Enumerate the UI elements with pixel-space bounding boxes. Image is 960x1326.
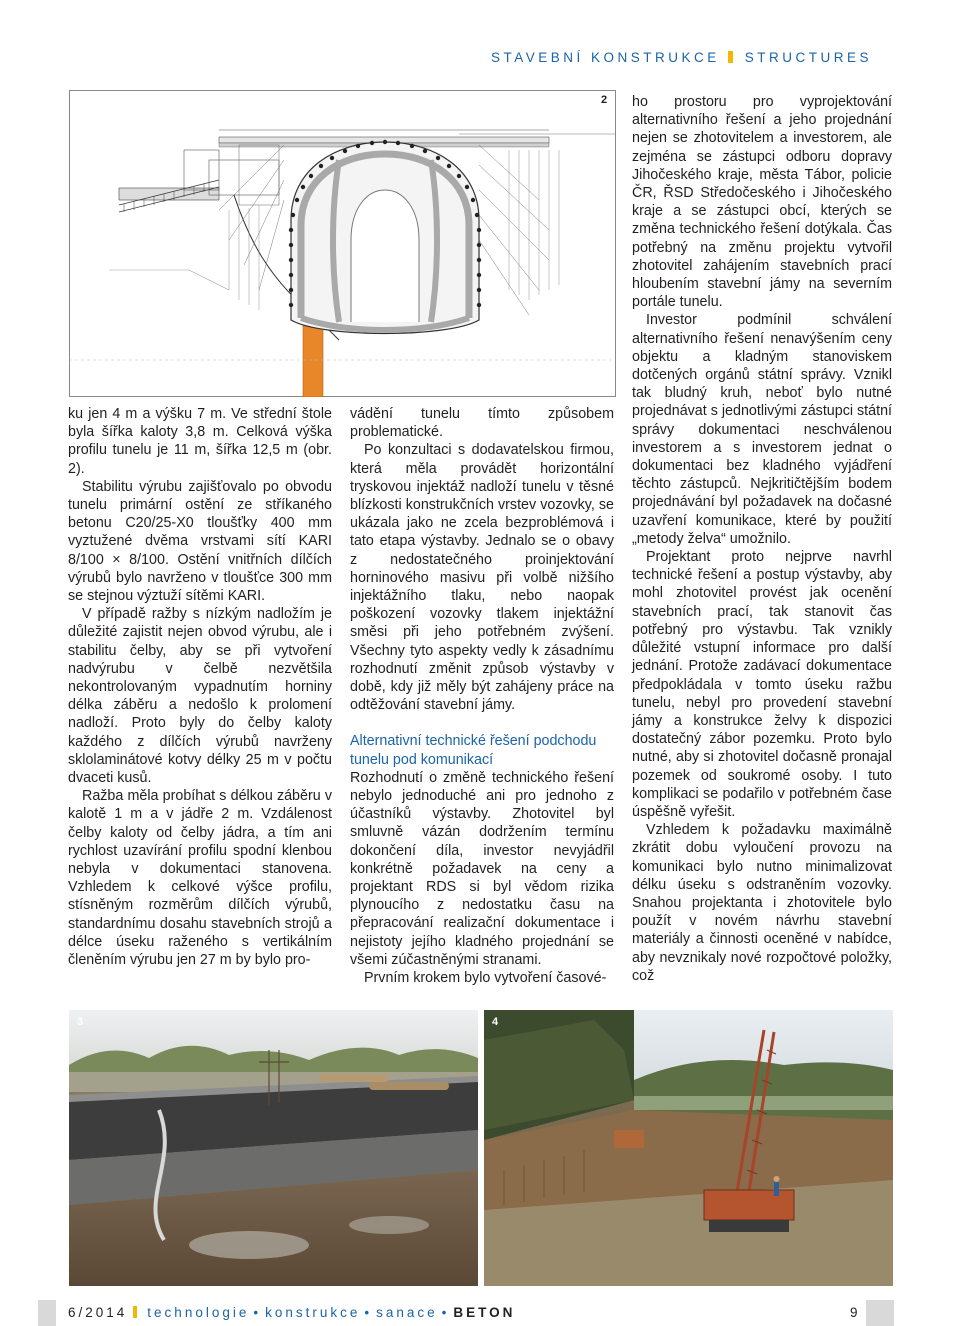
paragraph: Rozhodnutí o změně technického řešení nebylo jednoduché ani pro jednoho z účastníků výstavby. Zhotovitel byl smluvně vázán dodržením termínu dokončení díla, investor nevyjádřil konkrétně požadavek na ceny a projektant RDS si byl vědom rizika plynoucího z nedostatku času na přepracování realizační dokumentace i nejistoty jejího kladného projednání se všemi zúčastněnými stranami. (350, 769, 614, 968)
running-header (491, 50, 872, 65)
tunnel-cross-section-svg (69, 90, 616, 397)
paragraph: vádění tunelu tímto způsobem problematické. (350, 406, 614, 441)
header-right: STRUCTURES (744, 50, 872, 65)
section-heading: Alternativní technické řešení podchodu tunelu pod komunikací (350, 733, 597, 768)
paragraph: Po konzultaci s dodavatelskou firmou, která měla provádět horizontální tryskovou injektáž nadloží tunelu v těsné blízkosti konstrukčních vrstev vozovky, se ukázala jako ne zcela bezproblémová i tato etapa výstavby. Jednalo se o obavy z nedostatečného proinjektování horninového masivu při volbě nižšího injektážního tlaku, nebo naopak poškození vozovky tlakem injektážní směsi při jeho potřebném zvýšení. Všechny tyto aspekty vedly k zásadnímu rozhodnutí změnit způsob výstavby v době, kdy již měly být zahájeny práce na odtěžování stavební jámy. (350, 442, 614, 714)
excavation-photo-svg (69, 1010, 478, 1286)
figure-2-tunnel-drawing (69, 90, 616, 397)
column-3 (632, 93, 892, 985)
paragraph: V případě ražby s nízkým nadložím je důležité zajistit nejen obvod výrubu, ale i stabilitu čelby, aby se při vytvoření nadvýrubu v čelbě nezvětšila nekontrolovaným vypadnutím horniny délka záběru a nedošlo k prolomení nadloží. Proto byly do čelby kaloty každého z dílčích výrubů navrženy sklolaminátové kotvy délky 25 m v počtu dvaceti kusů. (68, 606, 332, 787)
paragraph: Vzhledem k požadavku maximálně zkrátit dobu vyloučení provozu na komunikaci bylo nutno minimalizovat délku úseku s odstraněním vozovky. Snahou projektanta i zhotovitele bylo použít v novém návrhu stavební materiály a činnosti oceněné v nabídce, aby nevznikaly nové rozpočtové položky, což (632, 822, 892, 984)
figure-number: 2 (601, 94, 608, 106)
footer-issue: 6/2014 (68, 1305, 128, 1320)
figure-3-photo (69, 1010, 478, 1286)
figure-number: 4 (492, 1016, 499, 1028)
footer-word: technologie (147, 1305, 250, 1320)
footer-gray-block-right (866, 1300, 894, 1326)
paragraph: Investor podmínil schválení alternativního řešení nenavýšením ceny objektu a kladným stanoviskem dotčených orgánů státní správy. Vznikl tak bludný kruh, neboť bylo nutné projednávat s jednotlivými zástupci státní správy dokumentaci neschválenou investorem a s investorem jednat o dokumentaci bez kladného vyjádření těchto zástupců. Nejkritičtějším bodem projednávání byl požadavek na dočasné uzavření komunikace, které by použití „metody želva“ umožnilo. (632, 312, 892, 547)
page-number: 9 (850, 1305, 858, 1320)
paragraph: Prvním krokem bylo vytvoření časové- (364, 970, 607, 987)
paragraph: Projektant proto nejprve navrhl technické řešení a postup výstavby, aby mohl zhotovitel provést jak ocenění stavebních prací, tak stanovit čas potřebný pro výstavbu. Tak vznikly důležité vstupní informace pro další jednání. Protože zadávací dokumentace předpokládala v tomto úseku ražbu tunelu, nebyl pro provedení stavební jámy a konstrukce želvy k dispozici dostatečný zábor pozemku. Proto bylo nutné, aby si zhotovitel dočasně pronajal pozemek od soukromé osoby. I tuto komplikaci se podařilo v potřebném čase úspěšně vyřešit. (632, 549, 892, 820)
header-left: STAVEBNÍ KONSTRUKCE (490, 50, 720, 65)
footer-dot: • (441, 1305, 450, 1320)
column-2 (350, 405, 614, 987)
footer-magazine-title: BETON (453, 1305, 516, 1320)
header-separator (728, 51, 733, 63)
footer-gray-block-left (38, 1300, 56, 1326)
paragraph: ku jen 4 m a výšku 7 m. Ve střední štole byla šířka kaloty 3,8 m. Celková výška profilu tunelu je 11 m, šířka 12,5 m (obr. 2). (68, 406, 332, 477)
footer-word: sanace (376, 1305, 438, 1320)
paragraph: Stabilitu výrubu zajišťovalo po obvodu tunelu primární ostění ze stříkaného betonu C20/25-X0 tloušťky 400 mm vyztužené dvěma vrstvami sítí KARI 8/100 × 8/100. Ostění vnitřních dílčích výrubů bylo navrženo v tloušťce 300 mm se stejnou výztuží sítěmi KARI. (68, 478, 332, 605)
footer-text (68, 1305, 515, 1320)
footer-separator (133, 1306, 137, 1318)
footer-dot: • (364, 1305, 373, 1320)
paragraph: Ražba měla probíhat s délkou záběru v kalotě 1 m a v jádře 2 m. Vzdálenost čelby kaloty od čelby jádra, a tím ani rychlost uzavírání profilu spodní klenbou nebyla v dokumentaci stanovena. Vzhledem k celkové výšce profilu, stísněným rozměrům dílčích výrubů, standardnímu dosahu stavebních strojů a délce úseku raženého s vertikálním členěním výrubu jen 27 m by bylo pro- (68, 788, 332, 969)
column-1 (68, 405, 332, 969)
figure-number: 3 (77, 1016, 84, 1028)
paragraph: ho prostoru pro vyprojektování alternativního řešení a jeho projednání nejen se zhotovitelem a investorem, ale zejména se zástupci odboru dopravy Jihočeského kraje, města Tábor, policie ČR, ŘSD Středočeského i Jihočeského kraje a se zástupci obcí, kterých se změna technického řešení dotýkala. Čas potřebný na změnu projektu vytvořil zhotovitel zahájením stavebních prací hloubením stavební jámy na severním portále tunelu. (632, 94, 892, 311)
drilling-rig-photo-svg (484, 1010, 893, 1286)
footer (0, 1300, 960, 1326)
footer-word: konstrukce (265, 1305, 361, 1320)
footer-dot: • (253, 1305, 262, 1320)
figure-4-photo (484, 1010, 893, 1286)
